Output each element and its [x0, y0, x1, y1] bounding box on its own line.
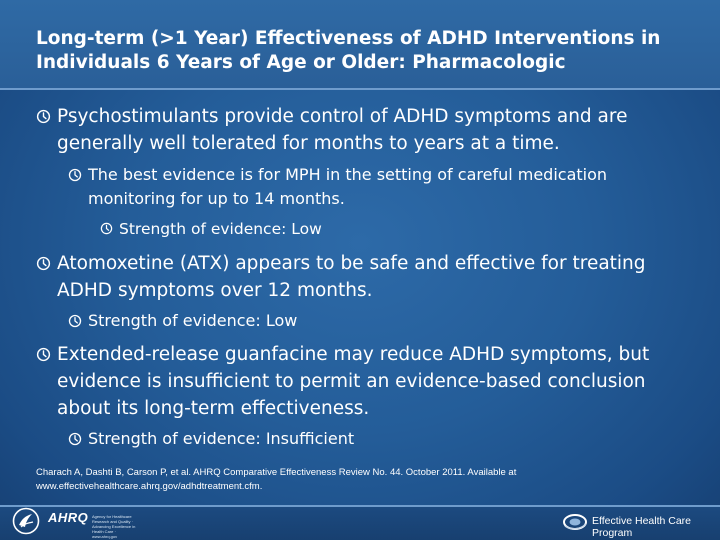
clock-bullet-icon [68, 432, 82, 446]
citation: Charach A, Dashti B, Carson P, et al. AHRQ Comparative Effectiveness Review No. 44. October 2011. Available at www.effectivehealthcare.ahrq.gov/adhdtreatment.cfm. [36, 467, 517, 492]
bullet-text: Strength of evidence: Low [119, 220, 322, 238]
bullet-item [68, 427, 680, 451]
bullet-item [36, 250, 676, 304]
bullet-item [100, 218, 680, 240]
ehc-logo[interactable] [562, 511, 712, 539]
bullet-item [68, 163, 680, 211]
bullet-text: Extended-release guanfacine may reduce ADHD symptoms, but evidence is insufficient to permit an evidence-based conclusion about its long-term effectiveness. [57, 344, 650, 419]
clock-bullet-icon [100, 222, 113, 235]
ahrq-tagline: Agency for Healthcare Research and Quality · Advancing Excellence in Health Care · www.ahrq.gov [92, 514, 136, 539]
bullet-text: Atomoxetine (ATX) appears to be safe and effective for treating ADHD symptoms over 12 months. [57, 253, 646, 301]
ahrq-wordmark: AHRQ [48, 510, 89, 525]
bullet-item [36, 103, 676, 157]
hhs-seal-icon[interactable] [12, 507, 40, 535]
bullet-text: Strength of evidence: Insufficient [88, 429, 355, 448]
ehc-swirl-icon [562, 511, 588, 533]
bullet-item [68, 309, 680, 333]
bullet-text: The best evidence is for MPH in the setting of careful medication monitoring for up to 14 months. [88, 165, 608, 208]
bullet-item [36, 341, 676, 422]
clock-bullet-icon [68, 168, 82, 182]
clock-bullet-icon [68, 314, 82, 328]
bullet-text: Psychostimulants provide control of ADHD symptoms and are generally well tolerated for months to years at a time. [57, 106, 628, 154]
slide-title: Long-term (>1 Year) Effectiveness of ADHD Interventions in Individuals 6 Years of Age or Older: Pharmacologic [36, 28, 661, 73]
ahrq-logo[interactable] [48, 510, 138, 539]
bullet-text: Strength of evidence: Low [88, 311, 298, 330]
clock-bullet-icon [36, 109, 51, 124]
clock-bullet-icon [36, 347, 51, 362]
ehc-program-label: Effective Health Care Program [592, 515, 692, 539]
clock-bullet-icon [36, 256, 51, 271]
